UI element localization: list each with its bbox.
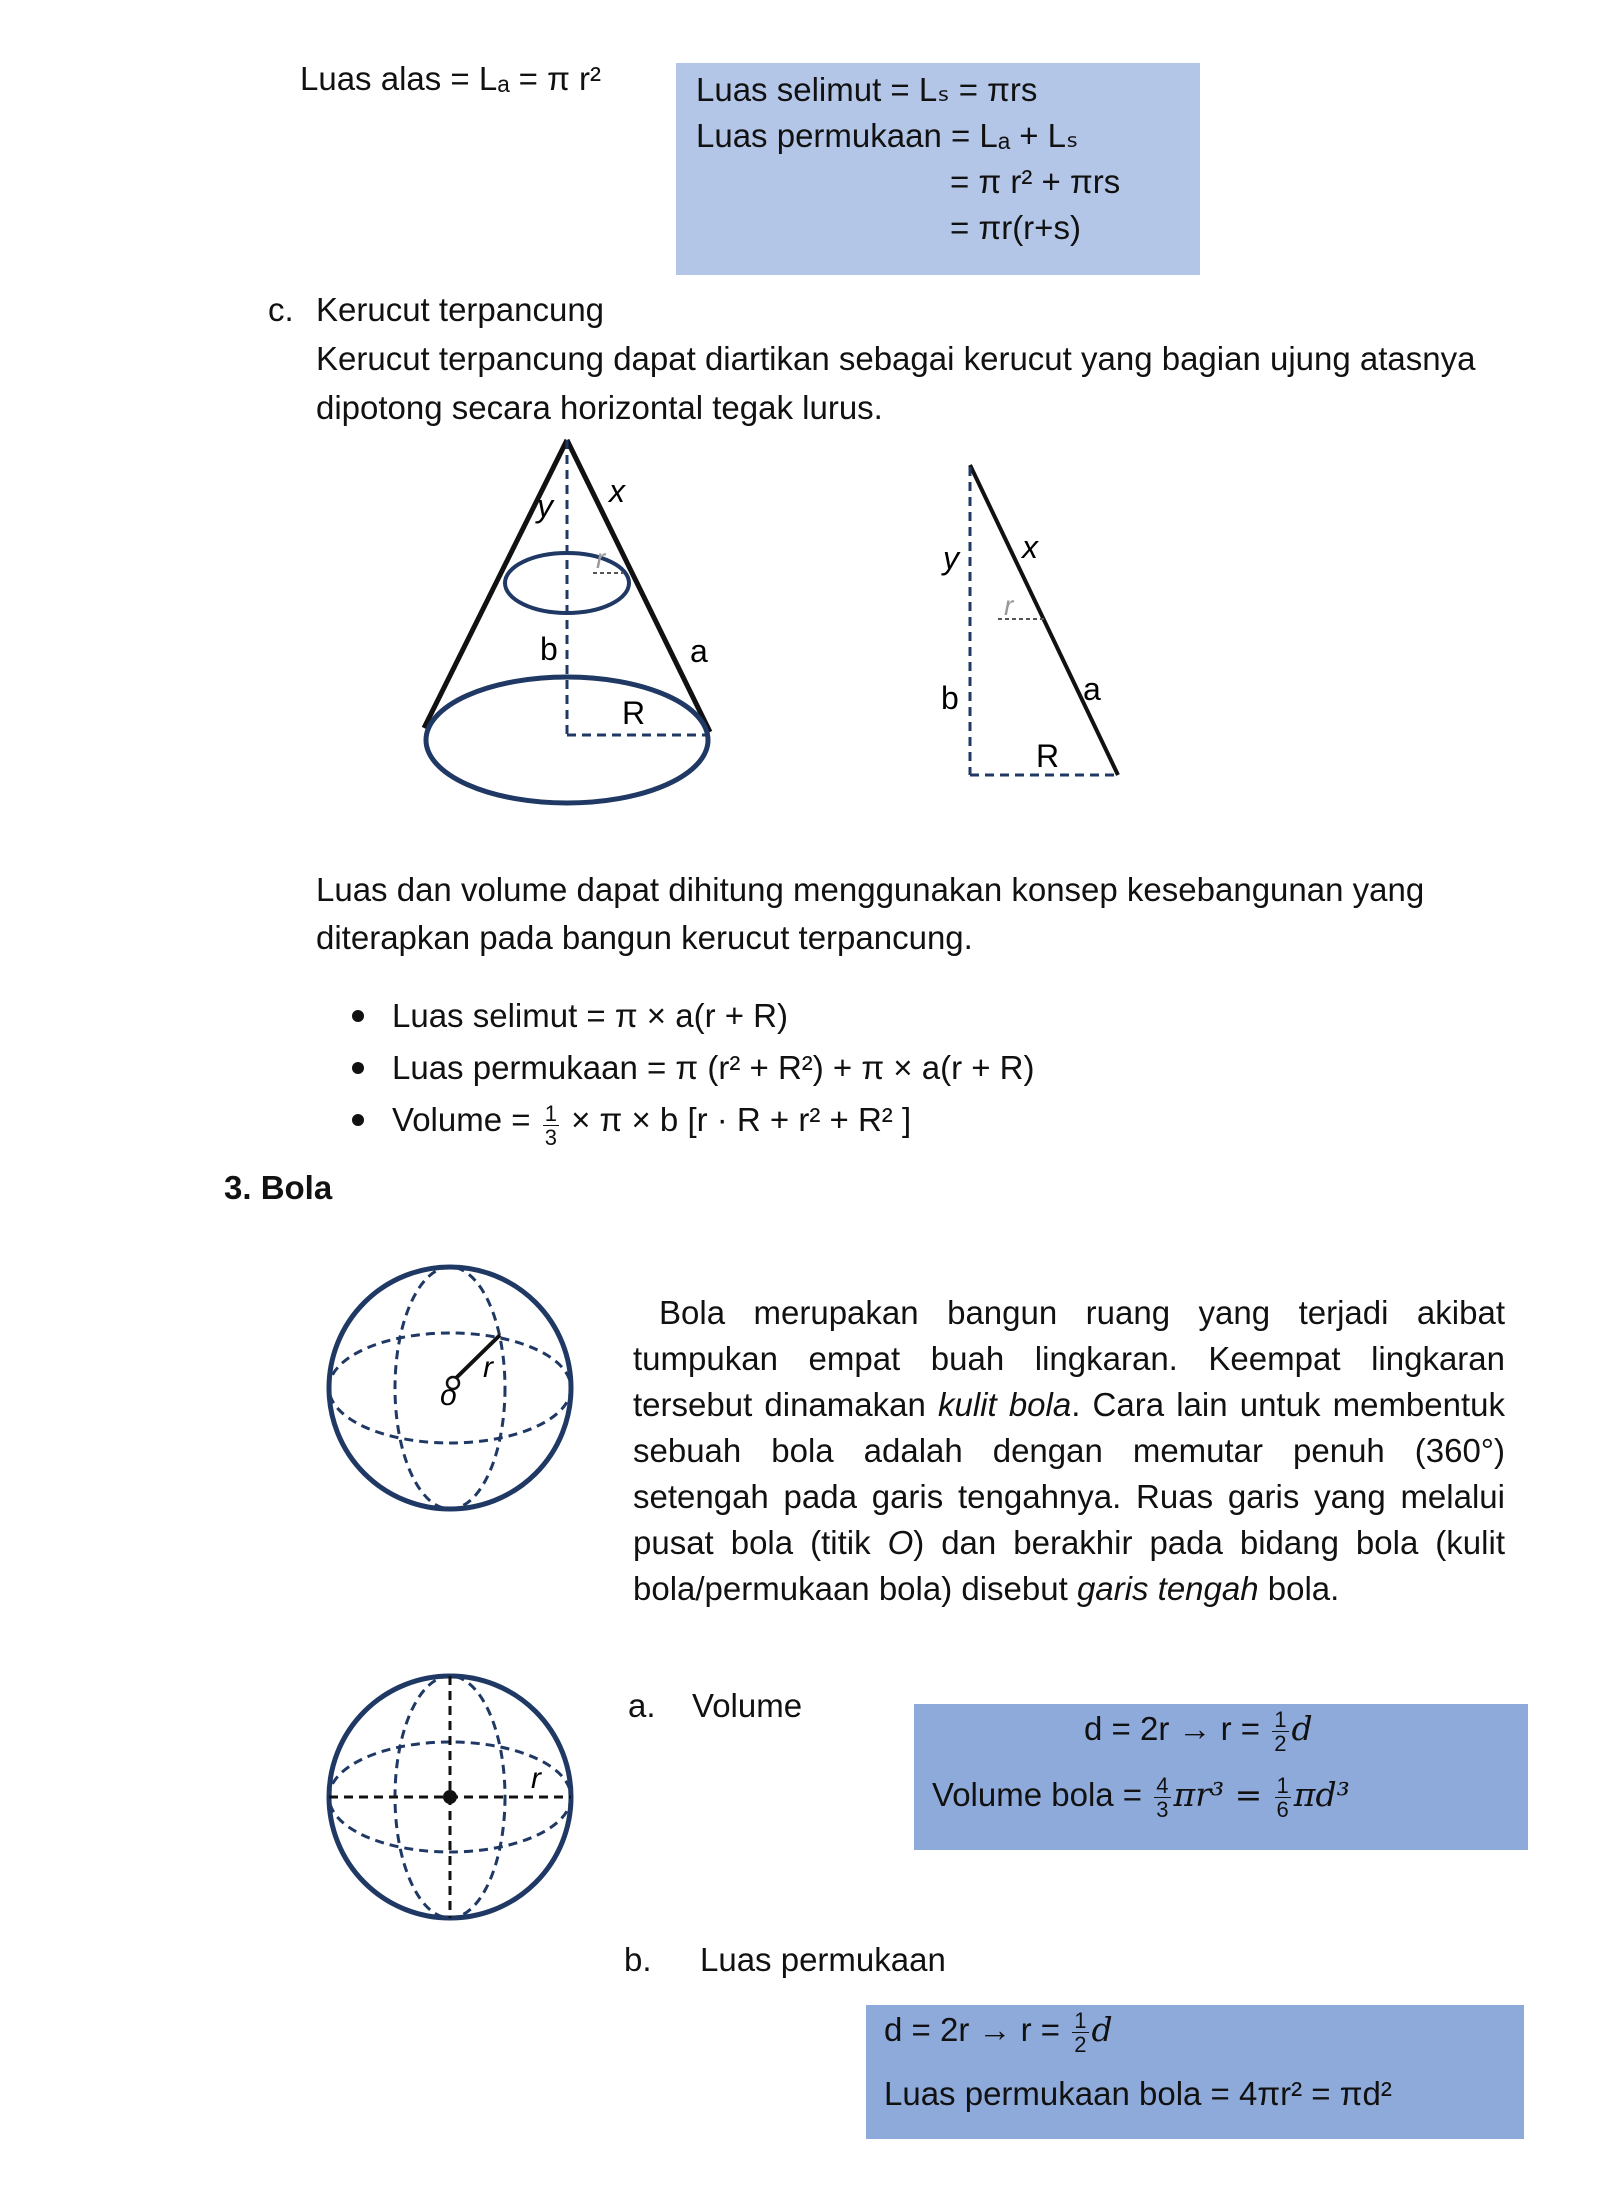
tri-label-r: r [1004,590,1014,621]
frac-den: 3 [1156,1796,1169,1822]
frustum-description-line1: Kerucut terpancung dapat diartikan sebagai kerucut yang bagian ujung atasnya [316,340,1476,377]
sphere-description [633,1290,1505,1612]
frustum-marker: c. [268,291,294,328]
surface-area-step: = π r² + πrs [950,163,1121,200]
lateral-area-formula: Luas selimut = Lₛ = πrs [696,71,1038,108]
tri-label-y: y [943,540,959,576]
frustum-intro-line1: Luas dan volume dapat dihitung menggunakan konsep kesebangunan yang [316,871,1425,908]
cone-right-edge [567,440,710,732]
volume-prefix: Volume = [392,1101,531,1138]
volume-suffix: × π × b [r · R + r² + R² ] [571,1101,912,1138]
surface-heading: Luas permukaan [700,1941,946,1978]
bullet-dot [352,1114,364,1126]
surface-area-result: = πr(r+s) [950,209,1081,246]
volume-middle: πr³ = [1173,1775,1263,1814]
paragraph-text: Bola merupakan bangun ruang yang terjadi akibat tumpukan empat buah lingkaran. Keempat lingkaran tersebut dinamakan [633,1294,1505,1423]
bullet-volume [392,1097,911,1149]
relation-var: d [1291,1709,1313,1748]
paragraph-term: garis tengah [1076,1570,1259,1607]
frustum-description-line2: dipotong secara horizontal tegak lurus. [316,389,883,426]
relation-text: d = 2r → r = [1084,1710,1261,1747]
tri-label-b: b [941,680,959,716]
surface-marker: b. [624,1941,652,1978]
surface-area-formula: Luas permukaan = Lₐ + Lₛ [696,117,1079,154]
paragraph-text: ) dan berakhir pada bidang bola (kulit bola/permukaan bola) disebut [633,1524,1505,1607]
label-x: x [609,473,625,509]
sphere-label-r: r [483,1351,493,1384]
sphere-heading: 3. Bola [224,1169,333,1206]
volume-formula-box [914,1704,1528,1850]
frac-num: 1 [1074,2007,1087,2033]
frustum-triangle-figure [930,455,1150,795]
volume-frac-den: 3 [544,1125,557,1150]
sphere-center [443,1790,457,1804]
bullet-dot [352,1062,364,1074]
volume-result: πd³ [1293,1775,1350,1814]
frac-den: 2 [1274,1730,1287,1756]
cone-formula-box [676,63,1200,275]
four-thirds-fraction [1154,1774,1170,1821]
bullet-lateral-area: Luas selimut = π × a(r + R) [392,997,788,1034]
volume-line2 [932,1772,1350,1821]
label-y: y [537,488,553,524]
frac-num: 1 [1274,1706,1287,1732]
relation-var: d [1091,2010,1113,2049]
volume-fraction [543,1102,559,1149]
sphere-figure-2 [320,1667,580,1927]
paragraph-text: . Cara lain untuk membentuk sebuah bola adalah dengan memutar penuh (360°) setengah pada garis tengahnya. Ruas garis yang melalui pusat bola (titik [633,1386,1506,1561]
half-fraction [1072,2009,1088,2056]
sphere2-label-r: r [531,1762,541,1795]
paragraph-text: bola. [1258,1570,1340,1607]
tri-label-a: a [1083,671,1101,707]
tri-label-x: x [1022,529,1038,565]
volume-heading: Volume [692,1687,803,1724]
frustum-cone-figure [400,430,730,820]
surface-formula-box [866,2005,1524,2139]
frac-den: 6 [1276,1796,1289,1822]
half-fraction [1272,1708,1288,1755]
label-a: a [690,633,708,669]
volume-frac-num: 1 [544,1100,557,1126]
paragraph-term: O [887,1524,914,1561]
frustum-heading: Kerucut terpancung [316,291,605,328]
base-area-formula: Luas alas = Lₐ = π r² [300,60,602,97]
volume-marker: a. [628,1687,656,1724]
label-b: b [540,631,558,667]
relation-text: d = 2r → r = [884,2011,1061,2048]
label-r: r [596,543,606,574]
frac-num: 4 [1156,1772,1169,1798]
surface-line2: Luas permukaan bola = 4πr² = πd² [884,2075,1392,2112]
volume-label: Volume bola = [932,1776,1143,1813]
one-sixth-fraction [1275,1774,1291,1821]
paragraph-term: kulit bola [937,1386,1072,1423]
frac-den: 2 [1074,2031,1087,2057]
sphere-figure-1 [320,1258,580,1518]
tri-label-R: R [1036,738,1060,774]
frustum-intro-line2: diterapkan pada bangun kerucut terpancung. [316,919,973,956]
volume-line1 [1084,1706,1313,1755]
bullet-dot [352,1010,364,1022]
label-R: R [622,695,646,731]
sphere-label-o: o [440,1379,457,1412]
bullet-surface-area: Luas permukaan = π (r² + R²) + π × a(r + R) [392,1049,1035,1086]
surface-line1 [884,2007,1113,2056]
frac-num: 1 [1276,1772,1289,1798]
